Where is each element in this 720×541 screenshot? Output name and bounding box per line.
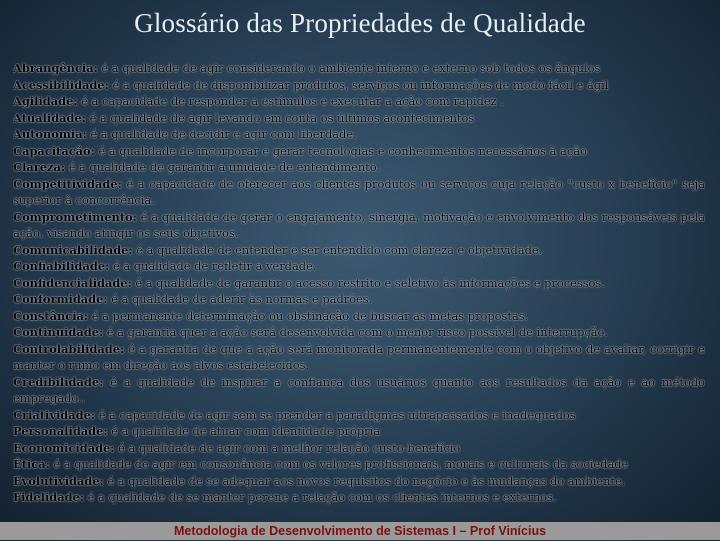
glossary-entry bbox=[13, 110, 705, 127]
glossary-entry bbox=[13, 60, 705, 77]
glossary-entry bbox=[13, 209, 705, 242]
entry-term: Conformidade: bbox=[13, 292, 108, 306]
glossary-entry bbox=[13, 176, 705, 209]
glossary-entry bbox=[13, 374, 705, 407]
entry-term: Ética: bbox=[13, 457, 50, 471]
entry-term: Constância: bbox=[13, 308, 89, 323]
slide-title: Glossário das Propriedades de Qualidade bbox=[134, 8, 586, 38]
glossary-entry bbox=[13, 291, 705, 308]
entry-term: Personalidade: bbox=[13, 424, 108, 438]
entry-term: Economicidade: bbox=[13, 440, 115, 455]
glossary-entry bbox=[13, 258, 705, 275]
glossary-entry bbox=[13, 324, 705, 341]
glossary-entry bbox=[13, 308, 705, 325]
entry-definition: é a qualidade de agir em consonância com os valores profissionais, morais e culturais da sociedade bbox=[49, 457, 629, 471]
entry-term: Confidencialidade: bbox=[13, 275, 132, 290]
glossary-entry bbox=[13, 407, 705, 424]
entry-definition: é a qualidade de decidir e agir com liberdade. bbox=[86, 127, 357, 141]
entry-definition: é a qualidade de disponibilizar produtos, serviços ou informações de modo fácil e ágil bbox=[108, 77, 609, 92]
glossary-entry bbox=[13, 275, 705, 292]
entry-definition: é a qualidade de refletir a verdade. bbox=[109, 259, 317, 273]
entry-definition: é a garantia quer a ação será desenvolvida com o menor risco possível de interrupção. bbox=[103, 325, 608, 339]
glossary-entry bbox=[13, 143, 705, 160]
footer-bar: Metodologia de Desenvolvimento de Sistemas I – Prof Vinícius bbox=[0, 522, 720, 540]
glossary-entry bbox=[13, 440, 705, 457]
glossary-entry bbox=[13, 473, 705, 490]
entry-term: Comunicabilidade: bbox=[13, 242, 133, 257]
entry-term: Criatividade: bbox=[13, 407, 96, 422]
entry-definition: é a qualidade de agir considerando o ambiente interno e externo sob todos os ângulos bbox=[97, 61, 601, 75]
entry-term: Acessibilidade: bbox=[13, 77, 109, 92]
entry-definition: é a qualidade de garantir o acesso restrito e seletivo às informações e processos. bbox=[131, 275, 605, 290]
glossary-entry bbox=[13, 423, 705, 440]
entry-definition: é a qualidade de garantir a unidade de entendimento. bbox=[65, 160, 381, 174]
entry-term: Comprometimento: bbox=[13, 209, 137, 224]
entry-term: Agilidade: bbox=[13, 94, 78, 108]
entry-definition: é a garantia de que a ação será monitorada permanentemente com o objetivo de avaliar, corrigir e manter o rumo em direção aos alvos estabelecidos. bbox=[13, 341, 705, 372]
entry-definition: é a qualidade de gerar o engajamento, sinergia, motivação e envolvimento dos responsáveis pela ação, visando atingir os seus objetivos. bbox=[13, 209, 705, 240]
glossary-entry bbox=[13, 77, 705, 94]
glossary-entry bbox=[13, 341, 705, 374]
glossary-entry bbox=[13, 126, 705, 143]
entry-term: Controlabilidade: bbox=[13, 341, 125, 356]
entry-term: Clareza: bbox=[13, 160, 66, 174]
entry-term: Continuidade: bbox=[13, 325, 104, 339]
entry-term: Atualidade: bbox=[13, 110, 86, 125]
glossary-entry bbox=[13, 93, 705, 110]
glossary-entry bbox=[13, 159, 705, 176]
entry-definition: é a capacidade de responder a estímulos e executar a ação com rapidez . bbox=[77, 94, 504, 108]
entry-term: Credibilidade: bbox=[13, 374, 104, 389]
entry-term: Capacitação: bbox=[13, 143, 95, 158]
entry-definition: é a capacidade de oferecer aos clientes produtos ou serviços cuja relação "custo x benefício" seja superior à concorrência. bbox=[13, 176, 705, 207]
entry-term: Abrangência: bbox=[13, 61, 98, 75]
entry-term: Autonomia: bbox=[13, 127, 87, 141]
entry-definition: é a qualidade de inspirar a confiança dos usuários quanto aos resultados da ação e ao método empregado.. bbox=[13, 374, 705, 405]
entry-definition: é a qualidade de se adequar aos novos requisitos do negócio e às mudanças do ambiente. bbox=[103, 473, 626, 488]
entry-term: Fidelidade: bbox=[13, 490, 85, 504]
entry-definition: é a qualidade de agir levando em conta os últimos acontecimentos bbox=[85, 110, 475, 125]
entry-definition: é a qualidade de aderir às normas e padrões. bbox=[107, 292, 373, 306]
glossary-entry bbox=[13, 242, 705, 259]
entry-term: Competitividade: bbox=[13, 176, 122, 191]
entry-term: Evolutividade: bbox=[13, 473, 104, 488]
entry-definition: é a qualidade de entender e ser entendido com clareza e objetividade. bbox=[132, 242, 543, 257]
glossary-list bbox=[13, 60, 705, 522]
entry-term: Confiabilidade: bbox=[13, 259, 110, 273]
entry-definition: é a qualidade de se manter perene a relação com os clientes internos e externos. bbox=[84, 490, 557, 504]
glossary-entry bbox=[13, 456, 705, 473]
entry-definition: é a capacidade de agir sem se prender a paradigmas ultrapassados e inadequados bbox=[95, 407, 576, 422]
entry-definition: é a permanente determinação ou obstinação de buscar as metas propostas. bbox=[88, 308, 529, 323]
glossary-entry bbox=[13, 489, 705, 506]
entry-definition: é a qualidade de atuar com identidade própria bbox=[107, 424, 381, 438]
entry-definition: é a qualidade de incorporar e gerar tecnologias e conhecimentos necessários à ação bbox=[94, 143, 587, 158]
entry-definition: é a qualidade de agir com a melhor relação custo-benefício bbox=[114, 440, 461, 455]
